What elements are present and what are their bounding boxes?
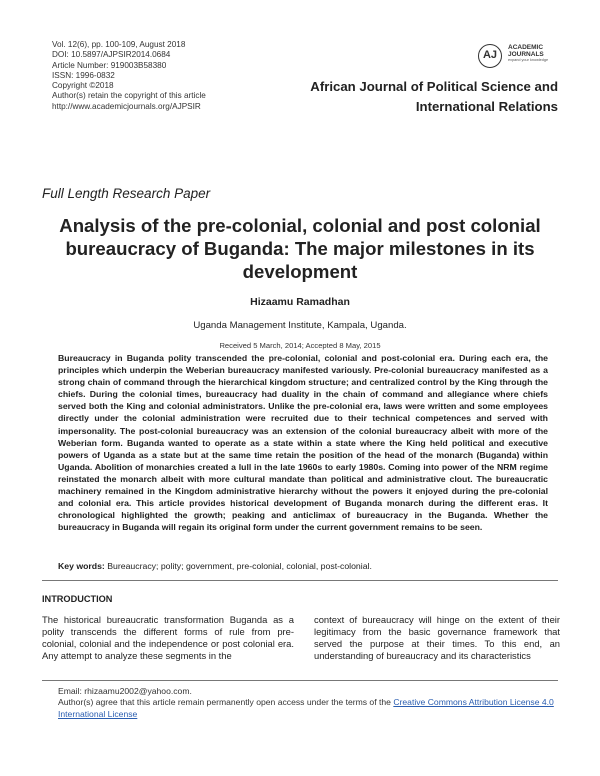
meta-copyright: Copyright ©2018 <box>52 81 114 91</box>
meta-issn: ISSN: 1996-0832 <box>52 70 115 80</box>
meta-volume: Vol. 12(6), pp. 100-109, August 2018 <box>52 40 186 49</box>
meta-doi: DOI: 10.5897/AJPSIR2014.0684 <box>52 50 171 60</box>
meta-url[interactable]: http://www.academicjournals.org/AJPSIR <box>52 101 201 111</box>
journal-name-line-1: African Journal of Political Science and <box>310 79 558 94</box>
article-metadata <box>52 40 282 112</box>
keywords <box>58 561 548 571</box>
aj-logo-icon: AJ <box>478 44 502 68</box>
logo-wordmark <box>508 44 568 58</box>
paper-title: Analysis of the pre-colonial, colonial and post colonial bureaucracy of Buganda: The major milestones in its development <box>59 215 541 282</box>
footer-divider <box>42 680 558 681</box>
license-link[interactable]: Creative Commons Attribution License 4.0 International License <box>58 697 554 719</box>
journal-name <box>298 77 558 117</box>
author-affiliation: Uganda Management Institute, Kampala, Uganda. <box>193 320 407 331</box>
license-notice <box>58 697 564 720</box>
journal-name-line-2: International Relations <box>415 99 558 114</box>
license-text: Author(s) agree that this article remain permanently open access under the terms of the <box>58 697 391 707</box>
author-name: Hizaamu Ramadhan <box>250 296 350 308</box>
introduction-column-left: The historical bureaucratic transformation Buganda as a polity transcends the different forms of rule from pre-colonial, colonial and the independence or post colonial era. Any attempt to analyze these segments in the <box>42 614 294 661</box>
logo-line-1: ACADEMIC <box>508 44 544 51</box>
keywords-text: Bureaucracy; polity; government, pre-colonial, colonial, post-colonial. <box>107 561 372 571</box>
logo-line-2: JOURNALS <box>508 51 544 58</box>
keywords-label: Key words: <box>58 561 105 571</box>
received-accepted-dates: Received 5 March, 2014; Accepted 8 May, 2015 <box>219 341 381 350</box>
author-email[interactable]: Email: rhizaamu2002@yahoo.com. <box>58 686 192 696</box>
introduction-column-right: context of bureaucracy will hinge on the extent of their legitimacy from the basic governance framework that served the purpose at their times. To this end, an understanding of bureaucracy and its characteristics <box>314 614 560 661</box>
divider <box>42 580 558 581</box>
meta-rights: Author(s) retain the copyright of this article <box>52 91 206 101</box>
meta-article-number: Article Number: 919003B58380 <box>52 60 167 70</box>
paper-type: Full Length Research Paper <box>42 186 211 201</box>
introduction-heading: INTRODUCTION <box>42 594 113 604</box>
abstract: Bureaucracy in Buganda polity transcended the pre-colonial, colonial and post-colonial era. During each era, the principles which underpin the Weberian bureaucracy manifested variously. Pre-colonial bureaucracy manifested as a strong chain of command through the hierarchical kingdom structure; and centralized control by the King through the chiefs. During the colonial times, bureaucracy had duality in the chain of command and allegiance where chiefs served both the King and colonial administrators. Unlike the pre-colonial era, laws were written and some employees directly under the colonial administration were recruited due to their technical competences and served with impersonality. The post-colonial bureaucracy was an extension of the colonial bureaucracy albeit with more of the Weberian form. Buganda wanted to operate as a state within a state where the King held political and executive powers of Uganda as a state but at the same time retain the position of the head of the monarch (Buganda) within Uganda. Abolition of monarchies created a lull in the late 1960s to early 1980s. Coming into power of the NRM regime reinstated the monarch albeit with more cultural mandate than political and administrative clout. The bureaucratic machinery remained in the Kingdom administrative hierarchy without the powers it enjoyed during the pre-colonial and colonial era. This article provides historical development of Buganda monarch during the different eras. It chronological highlighted the growth; peaking and anticlimax of bureaucracy in the Buganda. Whether the bureaucracy in Buganda will regain its original form under the current government remains to be seen. <box>58 353 548 533</box>
academic-journals-logo <box>478 40 568 74</box>
logo-tagline: expand your knowledge <box>508 58 549 62</box>
